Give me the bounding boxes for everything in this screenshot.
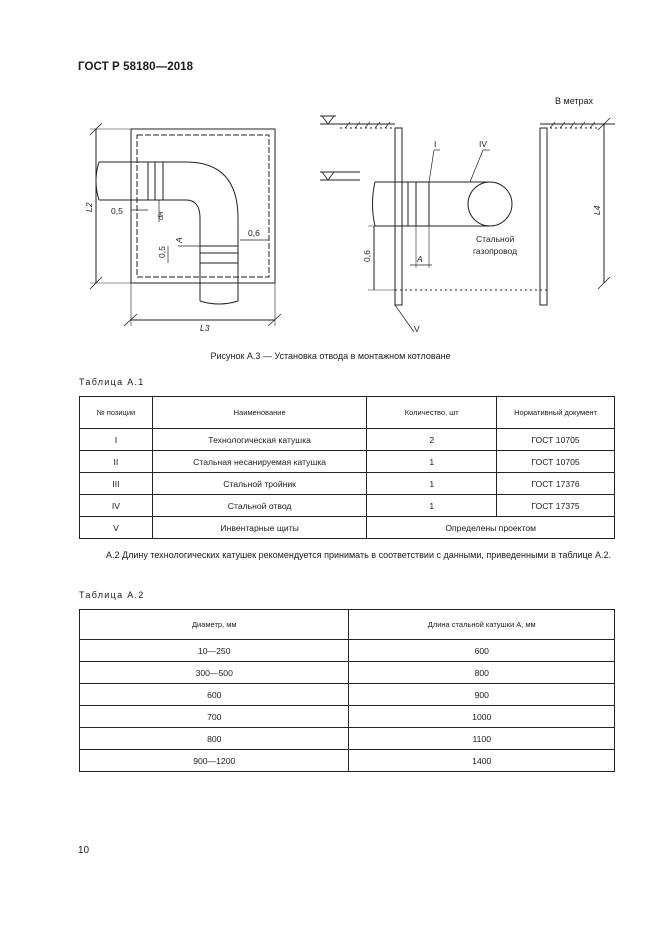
table1-header-cell: Количество, шт [367,397,497,429]
table-cell: 900—1200 [80,750,349,772]
table-cell: III [80,473,153,495]
table-row [80,684,615,706]
table-cell: 800 [80,728,349,750]
figure-a3-drawing [0,0,661,360]
table-cell: II [80,451,153,473]
table-row [80,517,615,539]
table-cell: Технологическая катушка [152,429,367,451]
table-cell: 900 [349,684,615,706]
table-a1 [79,396,615,539]
table-row [80,473,615,495]
table1-caption: Таблица А.1 [79,377,145,387]
label-dim-05-vertical: 0,5 [157,246,167,258]
table-cell: 1000 [349,706,615,728]
table-cell: ГОСТ 17376 [497,473,615,495]
table-cell: Стальная несанируемая катушка [152,451,367,473]
table-cell: 1 [367,495,497,517]
table-cell: Инвентарные щиты [152,517,367,539]
figure-caption: Рисунок А.3 — Установка отвода в монтажном котловане [210,351,451,361]
table-cell: 1 [367,451,497,473]
label-a-section: A [417,254,423,264]
table-cell: ГОСТ 10705 [497,429,615,451]
table-row [80,451,615,473]
table-cell: Стальной тройник [152,473,367,495]
table-cell: ГОСТ 17375 [497,495,615,517]
label-a-plan: A [174,237,184,243]
table-cell: 600 [80,684,349,706]
table2-header-row [80,610,615,640]
table-cell: 800 [349,662,615,684]
table-row [80,750,615,772]
table-cell: 10—250 [80,640,349,662]
page-number: 10 [78,845,90,856]
table-cell: 600 [349,640,615,662]
paragraph-a2: А.2 Длину технологических катушек рекомендуется принимать в соответствии с данными, приведенными в таблице А.2. [106,550,612,560]
label-dim-06-plan: 0,6 [248,228,260,238]
table-row [80,706,615,728]
table-row [80,429,615,451]
table1-header-row [80,397,615,429]
label-steel-pipe-line1: Стальной [476,234,515,244]
table-cell: 700 [80,706,349,728]
table-row [80,640,615,662]
label-steel-pipe-line2: газопровод [473,246,518,256]
table1-header-cell: № позиции [80,397,153,429]
label-position-i: I [434,139,437,149]
table-cell: 1100 [349,728,615,750]
table2-header-cell: Длина стальной катушки A, мм [349,610,615,640]
table-cell-merged: Определены проектом [367,517,615,539]
table-row [80,728,615,750]
table-a2 [79,609,615,772]
label-l2: L2 [84,202,94,212]
table2-caption: Таблица А.2 [79,590,145,600]
label-dim-06-section: 0,6 [362,250,372,262]
label-l3: L3 [200,323,210,333]
table-cell: ГОСТ 10705 [497,451,615,473]
plan-view [90,123,281,326]
table-cell: 300—500 [80,662,349,684]
table1-header-cell: Нормативный документ [497,397,615,429]
table-row [80,495,615,517]
table1-header-cell: Наименование [152,397,367,429]
document-header: ГОСТ Р 58180—2018 [78,61,194,73]
label-position-v: V [414,324,420,334]
table-cell: 1 [367,473,497,495]
table-row [80,662,615,684]
table-cell: I [80,429,153,451]
table-cell: IV [80,495,153,517]
section-view [320,116,615,332]
label-l4: L4 [592,205,602,215]
units-note: В метрах [555,96,594,106]
label-position-iv: IV [479,139,488,149]
table-cell: Стальной отвод [152,495,367,517]
label-dim-05-horizontal: 0,5 [111,206,123,216]
table2-header-cell: Диаметр, мм [80,610,349,640]
table-cell: 2 [367,429,497,451]
label-dn: dн [156,211,165,220]
table-cell: V [80,517,153,539]
table-cell: 1400 [349,750,615,772]
